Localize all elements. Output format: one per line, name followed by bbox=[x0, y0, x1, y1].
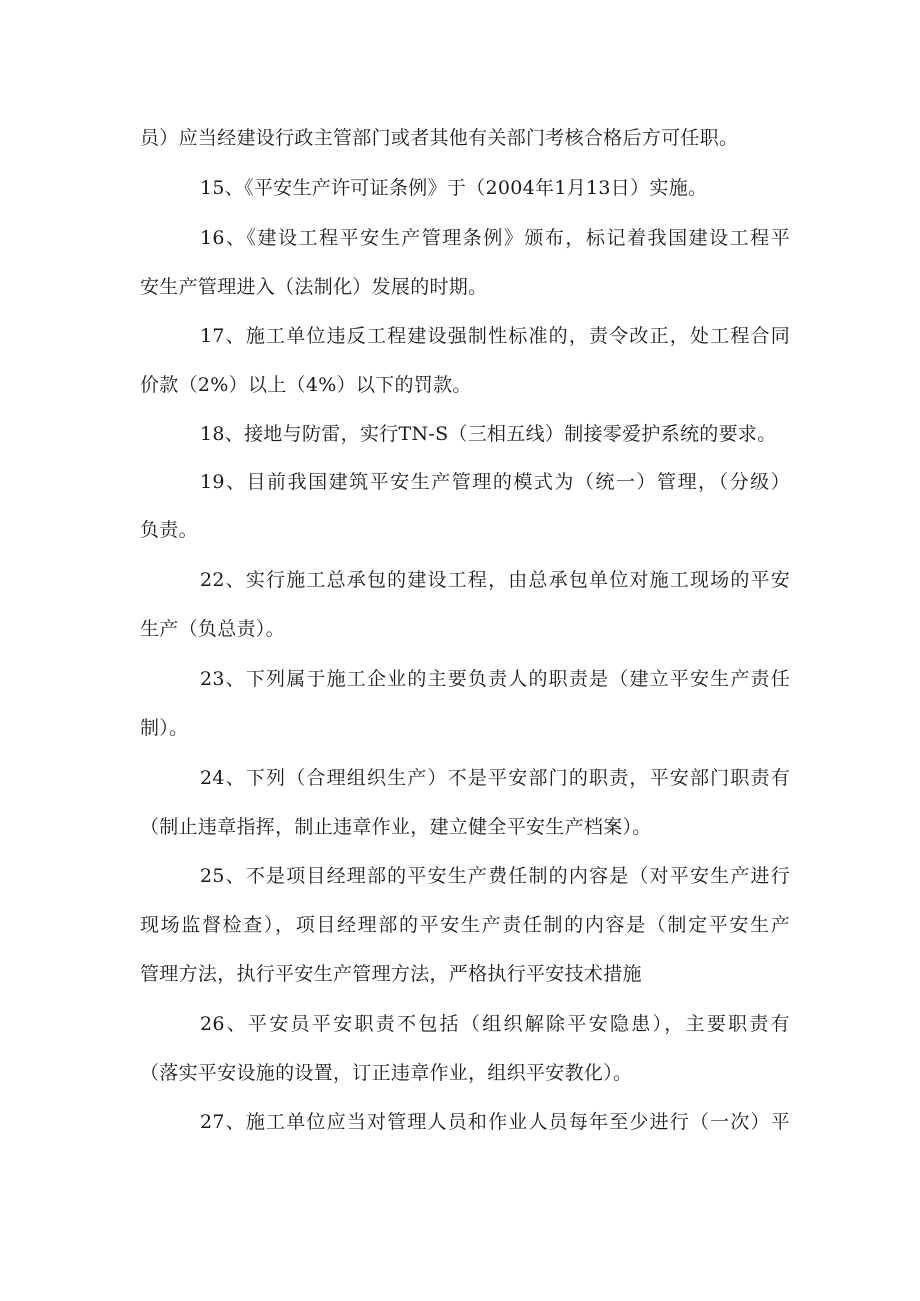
text-line: 负责。 bbox=[140, 519, 198, 541]
text-line: 22、实行施工总承包的建设工程，由总承包单位对施工现场的平安 bbox=[200, 569, 790, 591]
text-line: 24、下列（合理组织生产）不是平安部门的职责，平安部门职责有 bbox=[200, 767, 790, 789]
text-line: 23、下列属于施工企业的主要负责人的职责是（建立平安生产责任 bbox=[200, 668, 790, 690]
text-line: （落实平安设施的设置，订正违章作业，组织平安教化）。 bbox=[140, 1062, 633, 1084]
text-line: （制止违章指挥，制止违章作业，建立健全平安生产档案）。 bbox=[140, 816, 652, 838]
text-line: 25、不是项目经理部的平安生产费任制的内容是（对平安生产进行 bbox=[200, 865, 790, 887]
text-line: 15、《平安生产许可证条例》于（2004年1月13日）实施。 bbox=[200, 177, 708, 199]
text-line: 16、《建设工程平安生产管理条例》颁布，标记着我国建设工程平 bbox=[200, 227, 790, 249]
text-line: 17、施工单位违反工程建设强制性标准的，责令改正，处工程合同 bbox=[200, 325, 790, 347]
text-line: 安生产管理进入（法制化）发展的时期。 bbox=[140, 276, 488, 298]
text-line: 26、平安员平安职责不包括（组织解除平安隐患），主要职责有 bbox=[200, 1013, 790, 1035]
text-line: 生产（负总责）。 bbox=[140, 618, 285, 640]
text-line: 员）应当经建设行政主管部门或者其他有关部门考核合格后方可任职。 bbox=[140, 127, 739, 149]
text-line: 27、施工单位应当对管理人员和作业人员每年至少进行（一次）平 bbox=[200, 1111, 790, 1133]
text-line: 价款（2%）以上（4%）以下的罚款。 bbox=[140, 374, 472, 396]
text-line: 现场监督检查），项目经理部的平安生产责任制的内容是（制定平安生产 bbox=[140, 914, 790, 936]
text-line: 管理方法，执行平安生产管理方法，严格执行平安技术措施 bbox=[140, 963, 642, 985]
text-line: 19、目前我国建筑平安生产管理的模式为（统一）管理，（分级） bbox=[200, 471, 790, 493]
text-line: 制）。 bbox=[140, 717, 189, 739]
text-line: 18、接地与防雷，实行TN-S（三相五线）制接零爱护系统的要求。 bbox=[200, 423, 777, 445]
